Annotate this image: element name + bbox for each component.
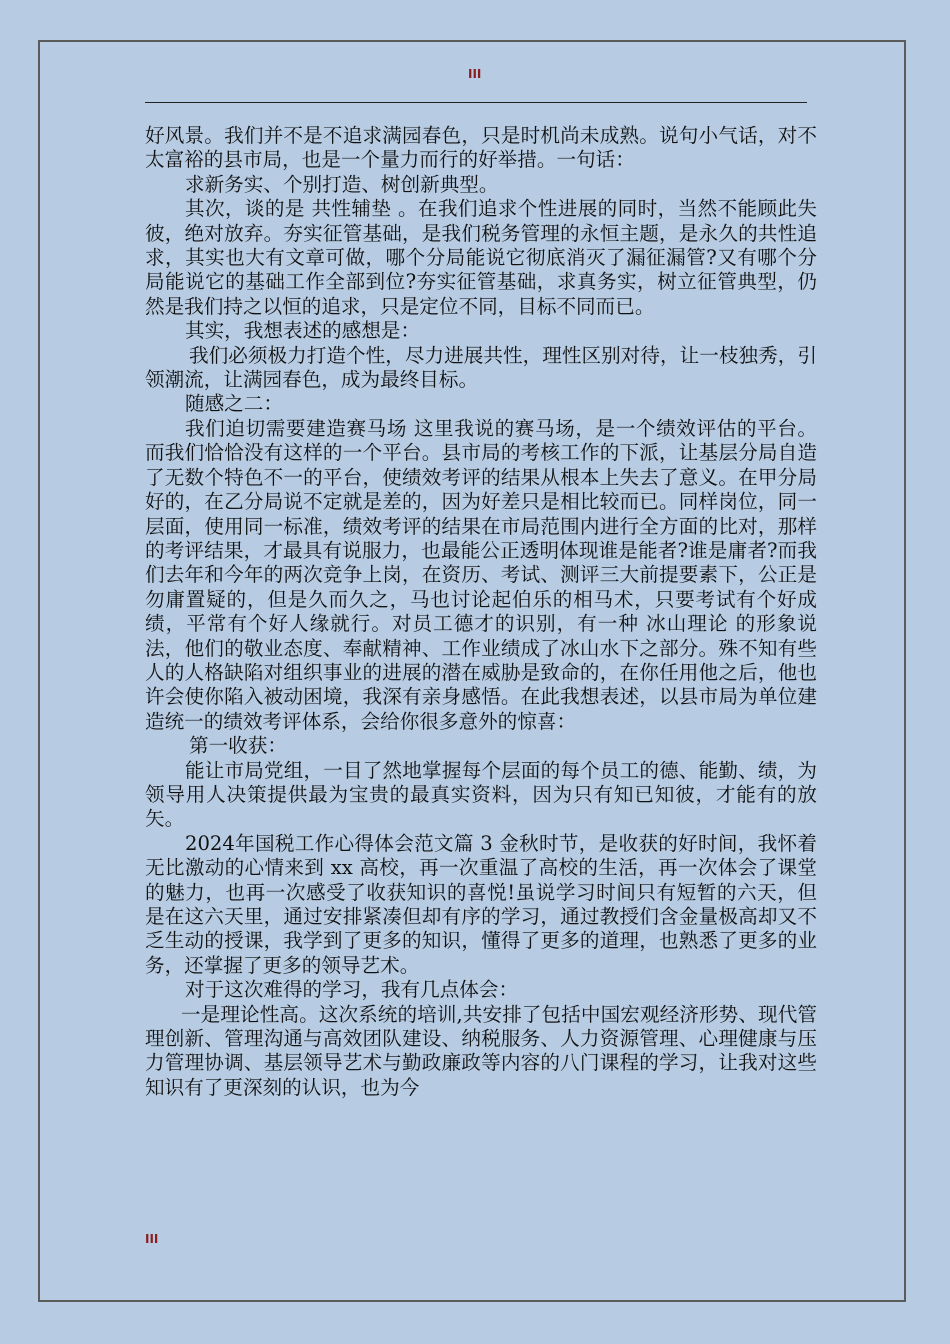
document-body [145,124,817,1100]
paragraph-7: 我们迫切需要建造赛马场 这里我说的赛马场，是一个绩效评估的平台。而我们恰恰没有这样的一个平台。县市局的考核工作的下派，让基层分局自造了无数个特色不一的平台，使绩效考评的结果从根本上失去了意义。在甲分局好的，在乙分局说不定就是差的，因为好差只是相比较而已。同样岗位，同一层面，使用同一标准，绩效考评的结果在市局范围内进行全方面的比对，那样的考评结果，才最具有说服力，也最能公正透明体现谁是能者?谁是庸者?而我们去年和今年的两次竞争上岗，在资历、考试、测评三大前提要素下，公正是勿庸置疑的，但是久而久之，马也讨论起伯乐的相马术，只要考试有个好成绩，平常有个好人缘就行。对员工德才的识别，有一种 冰山理论 的形象说法，他们的敬业态度、奉献精神、工作业绩成了冰山水下之部分。殊不知有些人的人格缺陷对组织事业的进展的潜在威胁是致命的，在你任用他之后，他也许会使你陷入被动困境，我深有亲身感悟。在此我想表述，以县市局为单位建造统一的绩效考评体系，会给你很多意外的惊喜： [145,416,817,733]
paragraph-10: 2024年国税工作心得体会范文篇 3 金秋时节，是收获的好时间，我怀着无比激动的心情来到 xx 高校，再一次重温了高校的生活，再一次体会了课堂的魅力，也再一次感受了收获知识的喜悦!虽说学习时间只有短暂的六天，但是在这六天里，通过安排紧凑但却有序的学习，通过教授们含金量极高却又不乏生动的授课，我学到了更多的知识，懂得了更多的道理，也熟悉了更多的业务，还掌握了更多的领导艺术。 [145,831,817,977]
paragraph-11: 对于这次难得的学习，我有几点体会： [185,978,519,1002]
paragraph-1: 好风景。我们并不是不追求满园春色，只是时机尚未成熟。说句小气话，对不太富裕的县市局，也是一个量力而行的好举措。一句话： [145,124,817,172]
paragraph-2: 求新务实、个别打造、树创新典型。 [185,172,499,196]
paragraph-5: 我们必须极力打造个性，尽力进展共性，理性区别对待，让一枝独秀，引领潮流，让满园春色，成为最终目标。 [145,343,817,392]
paragraph-12: 一是理论性高。这次系统的培训,共安排了包括中国宏观经济形势、现代管理创新、管理沟通与高效团队建设、纳税服务、人力资源管理、心理健康与压力管理协调、基层领导艺术与勤政廉政等内容的八门课程的学习，让我对这些知识有了更深刻的认识，也为今 [145,1002,817,1099]
paragraph-6: 随感之二： [185,392,283,416]
paragraph-8: 第一收获： [189,734,287,758]
header-rule [145,102,807,103]
paragraph-4: 其实，我想表述的感想是： [185,319,421,343]
header-marker: III [468,67,482,81]
paragraph-9: 能让市局党组，一目了然地掌握每个层面的每个员工的德、能勤、绩，为领导用人决策提供最为宝贵的最真实资料，因为只有知已知彼，才能有的放矢。 [145,758,817,831]
footer-marker: III [145,1232,159,1246]
paragraph-3: 其次，谈的是 共性辅垫 。在我们追求个性进展的同时，当然不能顾此失彼，绝对放弃。夯实征管基础，是我们税务管理的永恒主题，是永久的共性追求，其实也大有文章可做，哪个分局能说它彻底消灭了漏征漏管?又有哪个分局能说它的基础工作全部到位?夯实征管基础，求真务实，树立征管典型，仍然是我们持之以恒的追求，只是定位不同，目标不同而已。 [145,197,817,318]
